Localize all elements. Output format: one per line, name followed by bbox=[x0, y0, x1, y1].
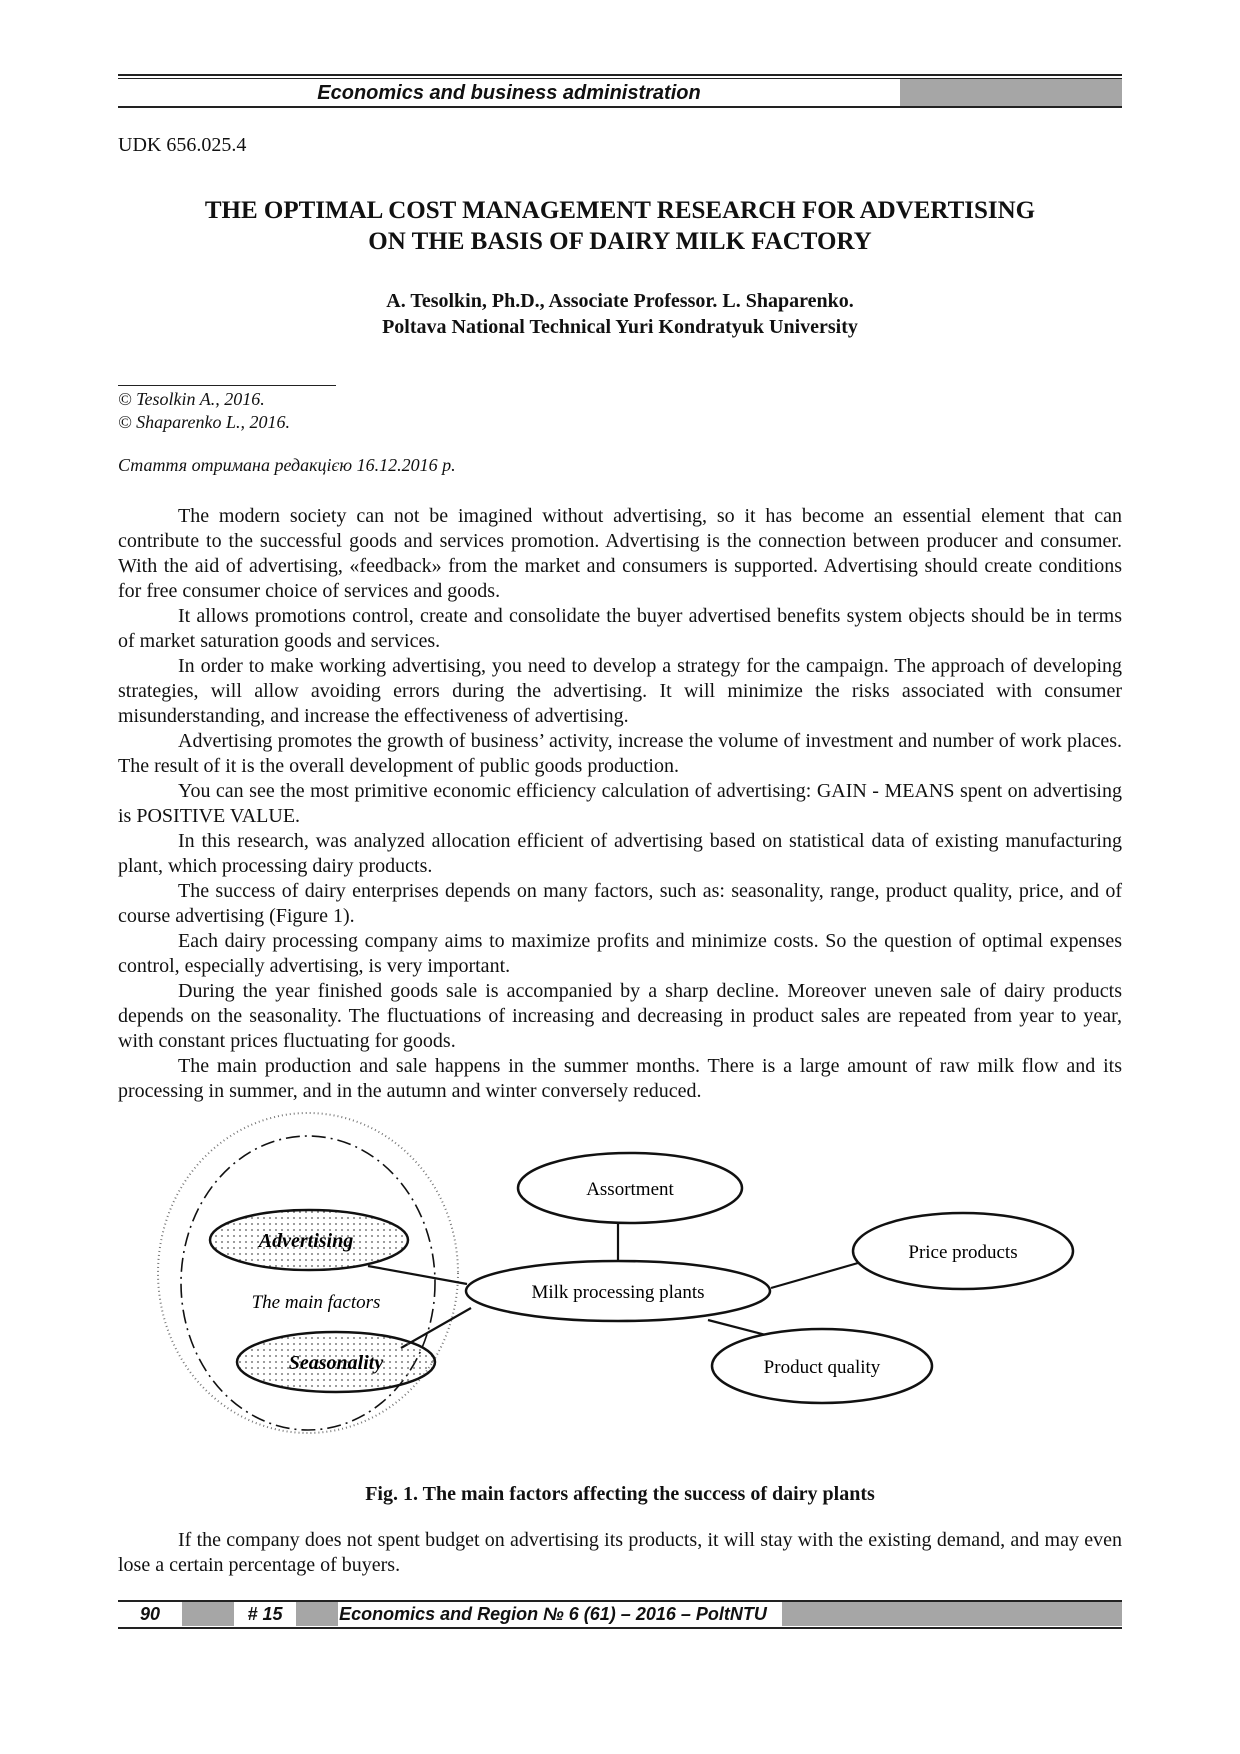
seasonality-label: Seasonality bbox=[288, 1352, 384, 1374]
connector-price bbox=[771, 1263, 858, 1288]
author-names: A. Tesolkin, Ph.D., Associate Professor. L. Shaparenko. bbox=[386, 290, 854, 312]
paragraph: You can see the most primitive economic efficiency calculation of advertising: GAIN - MEANS spent on advertising is POSITIVE VALUE. bbox=[118, 780, 1122, 827]
center-node-label: Milk processing plants bbox=[531, 1282, 705, 1303]
advertising-label: Advertising bbox=[258, 1230, 354, 1252]
copyright-line: © Shaparenko L., 2016. bbox=[118, 412, 291, 432]
footer-gray-block bbox=[182, 1602, 234, 1626]
issue-number: # 15 bbox=[247, 1604, 283, 1624]
assortment-label: Assortment bbox=[586, 1179, 674, 1200]
paragraph: Advertising promotes the growth of business’ activity, increase the volume of investment and number of work places. The result of it is the overall development of public goods production. bbox=[118, 730, 1122, 777]
footer-bar bbox=[118, 1602, 1122, 1626]
header-rule-bottom bbox=[118, 106, 1122, 108]
authors-block bbox=[118, 288, 1122, 340]
paragraph: It allows promotions control, create and consolidate the buyer advertised benefits system objects should be in terms of market saturation goods and services. bbox=[118, 605, 1122, 652]
header-section-title: Economics and business administration bbox=[317, 82, 701, 104]
copyright-line: © Tesolkin A., 2016. bbox=[118, 389, 265, 409]
page-number: 90 bbox=[139, 1604, 161, 1624]
paragraph: During the year finished goods sale is accompanied by a sharp decline. Moreover uneven sale of dairy products depends on the seasonality. The fluctuations of increasing and decreasing in product sales are repeated from year to year, with constant prices fluctuating for goods. bbox=[118, 980, 1122, 1052]
paragraph: The success of dairy enterprises depends on many factors, such as: seasonality, range, product quality, price, and of course advertising (Figure 1). bbox=[118, 880, 1122, 927]
article-title bbox=[118, 195, 1122, 257]
copyright-block bbox=[118, 388, 290, 434]
header-rule-top bbox=[118, 74, 1122, 76]
figure-caption: Fig. 1. The main factors affecting the success of dairy plants bbox=[365, 1483, 875, 1505]
footnote-rule bbox=[118, 385, 336, 386]
header-gray-block bbox=[900, 79, 1122, 106]
footer-gray-block bbox=[782, 1602, 1122, 1626]
paragraph: The main production and sale happens in the summer months. There is a large amount of raw milk flow and its processing in summer, and in the autumn and winter conversely reduced. bbox=[118, 1055, 1122, 1102]
main-factors-label: The main factors bbox=[251, 1292, 381, 1313]
factors-diagram bbox=[118, 1108, 1122, 1468]
closing-paragraph-block bbox=[118, 1528, 1122, 1578]
paragraph: If the company does not spent budget on advertising its products, it will stay with the existing demand, and may even lose a certain percentage of buyers. bbox=[118, 1529, 1122, 1576]
paragraph: Each dairy processing company aims to maximize profits and minimize costs. So the question of optimal expenses control, especially advertising, is very important. bbox=[118, 930, 1122, 977]
paragraph: In this research, was analyzed allocation efficient of advertising based on statistical data of existing manufacturing plant, which processing dairy products. bbox=[118, 830, 1122, 877]
product-quality-label: Product quality bbox=[763, 1357, 881, 1378]
article-title-line-2: ON THE BASIS OF DAIRY MILK FACTORY bbox=[368, 228, 872, 255]
connector-advertising bbox=[368, 1266, 467, 1284]
price-products-label: Price products bbox=[908, 1242, 1018, 1263]
article-body bbox=[118, 504, 1122, 1104]
udk-code: UDK 656.025.4 bbox=[118, 134, 247, 156]
article-title-line-1: THE OPTIMAL COST MANAGEMENT RESEARCH FOR ADVERTISING bbox=[204, 197, 1036, 224]
journal-name: Economics and Region № 6 (61) – 2016 – PoltNTU bbox=[339, 1604, 767, 1624]
footer-rule-bottom bbox=[118, 1627, 1122, 1629]
received-date: Стаття отримана редакцією 16.12.2016 р. bbox=[118, 455, 456, 475]
figure-1 bbox=[118, 1108, 1122, 1468]
paragraph: The modern society can not be imagined without advertising, so it has become an essential element that can contribute to the successful goods and services promotion. Advertising is the connection between producer and consumer. With the aid of advertising, «feedback» from the market and consumers is supported. Advertising should create conditions for free consumer choice of services and goods. bbox=[118, 505, 1122, 602]
paragraph: In order to make working advertising, you need to develop a strategy for the campaign. The approach of developing strategies, will allow avoiding errors during the advertising. It will minimize the risks associated with consumer misunderstanding, and increase the effectiveness of advertising. bbox=[118, 655, 1122, 727]
author-affiliation: Poltava National Technical Yuri Kondratyuk University bbox=[382, 316, 858, 338]
footer-gray-block bbox=[296, 1602, 338, 1626]
